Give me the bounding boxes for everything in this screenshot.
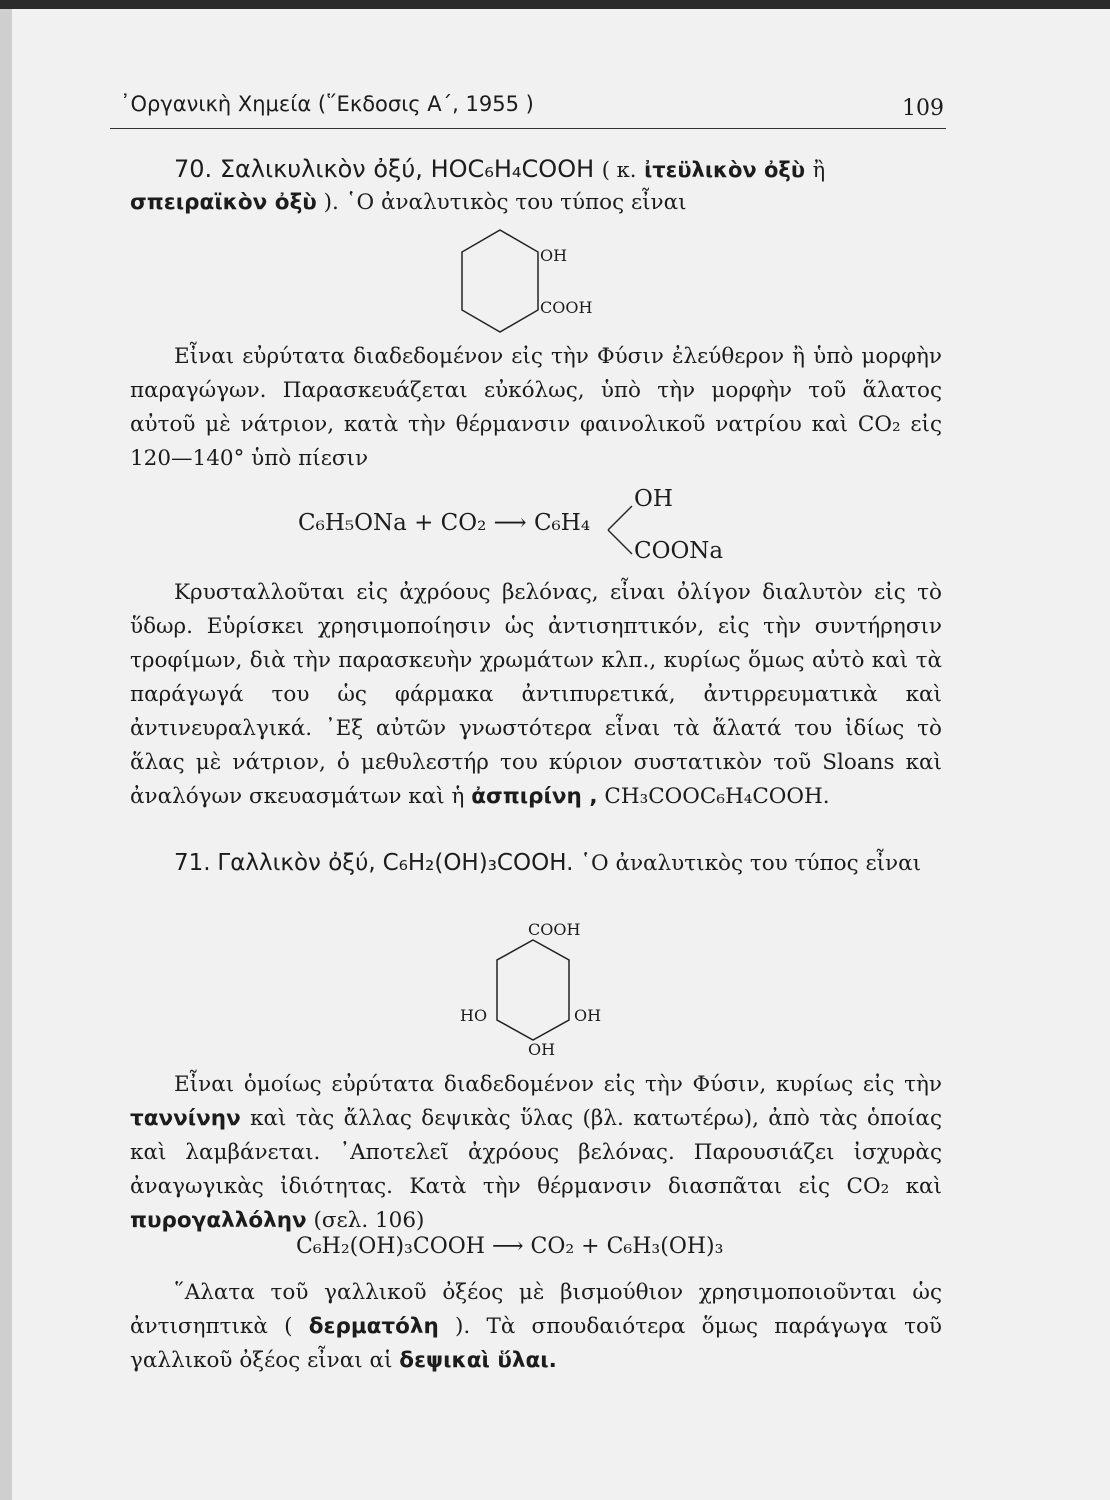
section-70-paragraph-2	[130, 576, 942, 814]
header-title: ᾿Οργανικὴ Χημεία (῞Εκδοσις Α΄, 1955 )	[120, 92, 534, 116]
section-71-name: Γαλλικὸν ὀξύ,	[217, 850, 376, 876]
section-71-heading	[130, 846, 942, 881]
kolbe-reaction-left: C₆H₅ONa + CO₂ ⟶ C₆H₄	[298, 510, 591, 536]
tanning-substances-term: δεψικαὶ ὕλαι.	[399, 1348, 557, 1373]
section-70-heading	[130, 152, 942, 187]
section-70-name: Σαλικυλικὸν ὀξύ,	[219, 155, 423, 183]
salicylic-acid-structure	[460, 228, 550, 338]
section-71-paragraph-2-b: ). Τὰ σπουδαιότερα ὅμως παράγωγα τοῦ γαλλικοῦ ὀξέος εἶναι αἱ	[130, 1314, 942, 1373]
aspirin-term: ἀσπιρίνη ,	[471, 784, 598, 809]
section-71-paragraph-1-c: (σελ. 106)	[313, 1208, 425, 1233]
section-70-paren-open: ( κ.	[601, 158, 637, 182]
section-71-intro: ῾Ο ἀναλυτικὸς του τύπος εἶναι	[580, 851, 922, 876]
section-70-alt-name-1: ἰτεϋλικὸν ὀξὺ	[644, 158, 805, 182]
page-number: 109	[902, 96, 944, 121]
gallic-oh-right-label: OH	[574, 1006, 602, 1025]
kolbe-product-coona: COONa	[634, 538, 724, 564]
section-71-paragraph-1-b: καὶ τὰς ἄλλας δεψικὰς ὕλας (βλ. κατωτέρω), ἀπὸ τὰς ὁποίας καὶ λαμβάνεται. ᾿Αποτελεῖ ἀχρόους βελόνας. Παρουσιάζει ἰσχυρὰς ἀναγωγικὰς ἰδιότητας. Κατὰ τὴν θέρμανσιν διασπᾶται εἰς CO₂ καὶ	[130, 1106, 942, 1199]
section-71-number: 71.	[174, 850, 211, 876]
aspirin-formula: CH₃COOC₆H₄COOH.	[604, 784, 830, 809]
section-71-formula: C₆H₂(OH)₃COOH.	[382, 850, 574, 876]
section-71-paragraph-1	[130, 1068, 942, 1238]
section-70-alt-name-2: σπειραϊκὸν ὀξὺ	[130, 190, 317, 215]
kolbe-product-oh: OH	[634, 486, 673, 512]
section-70-formula: HOC₆H₄COOH	[430, 155, 595, 183]
section-71-paragraph-1-a: Εἶναι ὁμοίως εὐρύτατα διαδεδομένον εἰς τὴν Φύσιν, κυρίως εἰς τὴν	[174, 1072, 942, 1097]
dermatol-term: δερματόλη	[308, 1314, 439, 1339]
pyrogallol-term: πυρογαλλόλην	[130, 1208, 307, 1233]
section-71-paragraph-2-a: ῞Αλατα τοῦ γαλλικοῦ ὀξέος μὲ βισμούθιον χρησιμοποιοῦνται ὡς ἀντισηπτικὰ (	[130, 1280, 942, 1339]
gallic-cooh-label: COOH	[528, 920, 581, 939]
section-70-paren-close: ).	[323, 190, 339, 215]
gallic-oh-bottom-label: OH	[528, 1040, 556, 1059]
section-70-paragraph-2-text: Κρυσταλλοῦται εἰς ἀχρόους βελόνας, εἶναι ὀλίγον διαλυτὸν εἰς τὸ ὕδωρ. Εὑρίσκει χρησιμοποίησιν ὡς ἀντισηπτικόν, εἰς τὴν συντήρησιν τροφίμων, διὰ τὴν παρασκευὴν χρωμάτων κλπ., κυρίως ὅμως αὐτὸ καὶ τὰ παράγωγά του ὡς φάρμακα ἀντιπυρετικά, ἀντιρρευματικὰ καὶ ἀντινευραλγικά. ᾿Εξ αὐτῶν γνωστότερα εἶναι τὰ ἅλατά του ἰδίως τὸ ἅλας μὲ νάτριον, ὁ μεθυλεστήρ του κύριον συστατικὸν τοῦ Sloans καὶ ἀναλόγων σκευασμάτων καὶ ἡ	[130, 580, 942, 809]
section-70-number: 70.	[174, 155, 213, 183]
running-header	[110, 88, 946, 129]
gallic-decarboxylation-reaction: C₆H₂(OH)₃COOH ⟶ CO₂ + C₆H₃(OH)₃	[296, 1234, 724, 1259]
gallic-acid-structure	[494, 938, 574, 1048]
section-70-intro: ῾Ο ἀναλυτικὸς του τύπος εἶναι	[345, 190, 687, 215]
section-70-or: ἢ	[812, 158, 826, 182]
salicylic-cooh-label: COOH	[540, 298, 593, 317]
gallic-ho-label: HO	[460, 1006, 488, 1025]
section-71-paragraph-2	[130, 1276, 942, 1378]
tannin-term: ταννίνην	[130, 1106, 241, 1131]
section-70-heading-line2	[130, 186, 942, 220]
section-70-paragraph-1: Εἶναι εὐρύτατα διαδεδομένον εἰς τὴν Φύσιν ἐλεύθερον ἢ ὑπὸ μορφὴν παραγώγων. Παρασκευάζεται εὐκόλως, ὑπὸ τὴν μορφὴν τοῦ ἅλατος αὐτοῦ μὲ νάτριον, κατὰ τὴν θέρμανσιν φαινολικοῦ νατρίου καὶ CO₂ εἰς 120—140° ὑπὸ πίεσιν	[130, 344, 942, 471]
salicylic-oh-label: OH	[540, 246, 568, 265]
scan-top-edge	[0, 0, 1110, 9]
